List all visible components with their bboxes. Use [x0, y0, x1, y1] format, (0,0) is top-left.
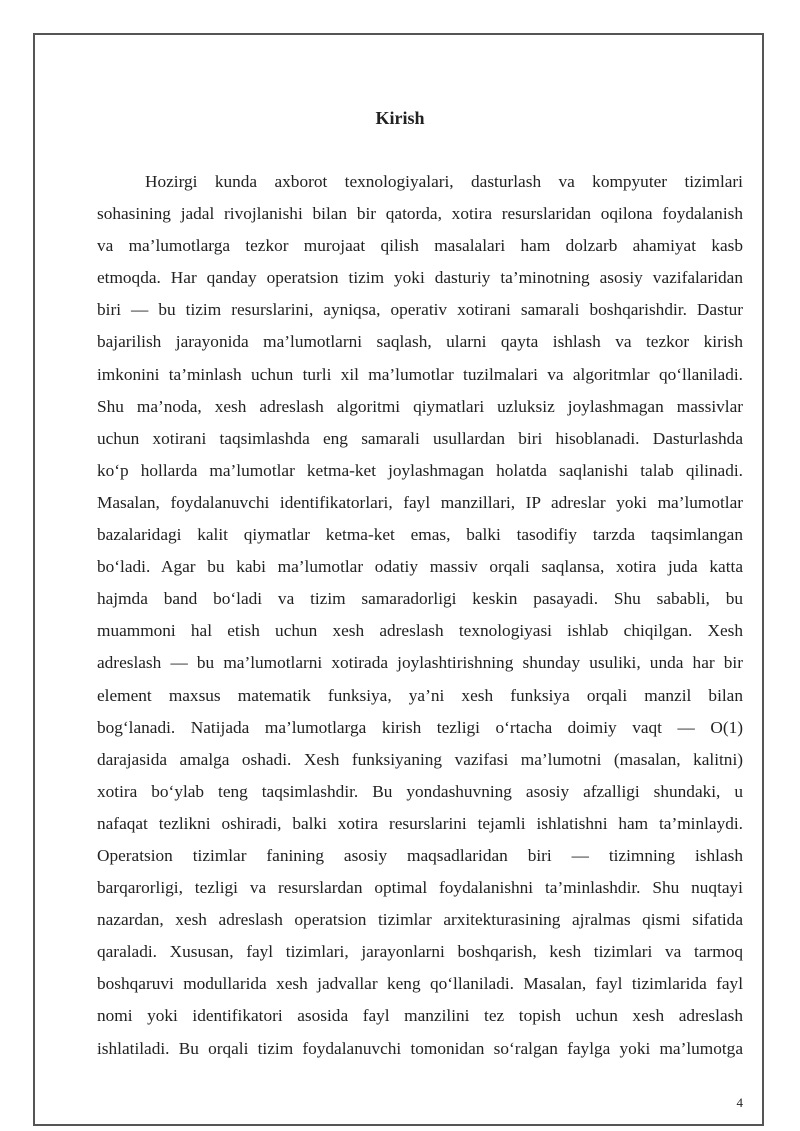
paragraph-line: Shu ma’noda, xesh adreslash algoritmi qiymatlari uzluksiz joylashmagan massivlar	[97, 396, 743, 416]
paragraph-line: boshqaruvi modullarida xesh jadvallar keng qo‘llaniladi. Masalan, fayl tizimlarida fayl	[97, 974, 743, 994]
paragraph-line: element maxsus matematik funksiya, ya’ni xesh funksiya orqali manzil bilan	[97, 685, 743, 705]
paragraph-line: Masalan, foydalanuvchi identifikatorlari, fayl manzillari, IP adreslar yoki ma’lumotlar	[97, 492, 743, 512]
paragraph-line: bajarilish jarayonida ma’lumotlarni saqlash, ularni qayta ishlash va tezkor kirish	[97, 332, 743, 352]
paragraph-line: qaraladi. Xususan, fayl tizimlari, jarayonlarni boshqarish, kesh tizimlari va tarmoq	[97, 942, 743, 962]
paragraph-line: etmoqda. Har qanday operatsion tizim yoki dasturiy ta’minotning asosiy vazifalaridan	[97, 268, 743, 288]
paragraph-line: bog‘lanadi. Natijada ma’lumotlarga kirish tezligi o‘rtacha doimiy vaqt — O(1)	[97, 717, 743, 737]
section-title: Kirish	[375, 108, 425, 128]
paragraph-line: bo‘ladi. Agar bu kabi ma’lumotlar odatiy massiv orqali saqlansa, xotira juda katta	[97, 557, 743, 577]
paragraph-line: biri — bu tizim resurslarini, ayniqsa, operativ xotirani samarali boshqarishdir. Dastur	[97, 300, 743, 320]
page-number: 4	[736, 1095, 743, 1110]
paragraph-line: bazalaridagi kalit qiymatlar ketma-ket emas, balki tasodifiy tarzda taqsimlangan	[97, 525, 743, 545]
paragraph-line: nafaqat tezlikni oshiradi, balki xotira resurslarini tejamli ishlatishni ham ta’minlaydi.	[97, 813, 743, 833]
paragraph-line: nazardan, xesh adreslash operatsion tizimlar arxitekturasining ajralmas qismi sifatida	[97, 910, 743, 930]
paragraph-line: uchun xotirani taqsimlashda eng samarali usullardan biri hisoblanadi. Dasturlashda	[97, 428, 743, 448]
paragraph-line: muammoni hal etish uchun xesh adreslash texnologiyasi ishlab chiqilgan. Xesh	[97, 621, 743, 641]
paragraph-line: Operatsion tizimlar fanining asosiy maqsadlaridan biri — tizimning ishlash	[97, 845, 743, 865]
paragraph-line: Hozirgi kunda axborot texnologiyalari, dasturlash va kompyuter tizimlari	[145, 172, 743, 191]
paragraph-line: adreslash — bu ma’lumotlarni xotirada joylashtirishning shunday usuliki, unda har bir	[97, 653, 743, 673]
paragraph-line: xotira bo‘ylab teng taqsimlashdir. Bu yondashuvning asosiy afzalligi shundaki, u	[97, 781, 743, 801]
paragraph-line: ishlatiladi. Bu orqali tizim foydalanuvchi tomonidan so‘ralgan faylga yoki ma’lumotga	[97, 1038, 743, 1058]
paragraph-line: va ma’lumotlarga tezkor murojaat qilish masalalari ham dolzarb ahamiyat kasb	[97, 236, 743, 256]
paragraph-line: barqarorligi, tezligi va resurslardan optimal foydalanishni ta’minlashdir. Shu nuqtayi	[97, 878, 743, 898]
paragraph-line: darajasida amalga oshadi. Xesh funksiyaning vazifasi ma’lumotni (masalan, kalitni)	[97, 749, 743, 769]
body-paragraph	[97, 166, 743, 1065]
paragraph-line: nomi yoki identifikatori asosida fayl manzilini tez topish uchun xesh adreslash	[97, 1006, 743, 1026]
paragraph-line: sohasining jadal rivojlanishi bilan bir qatorda, xotira resurslaridan oqilona foydalanish	[97, 204, 743, 224]
paragraph-line: imkonini ta’minlash uchun turli xil ma’lumotlar tuzilmalari va algoritmlar qo‘llaniladi.	[97, 364, 743, 384]
paragraph-line: hajmda band bo‘ladi va tizim samaradorligi keskin pasayadi. Shu sababli, bu	[97, 589, 743, 609]
paragraph-line: ko‘p hollarda ma’lumotlar ketma-ket joylashmagan holatda saqlanishi talab qilinadi.	[97, 460, 743, 480]
